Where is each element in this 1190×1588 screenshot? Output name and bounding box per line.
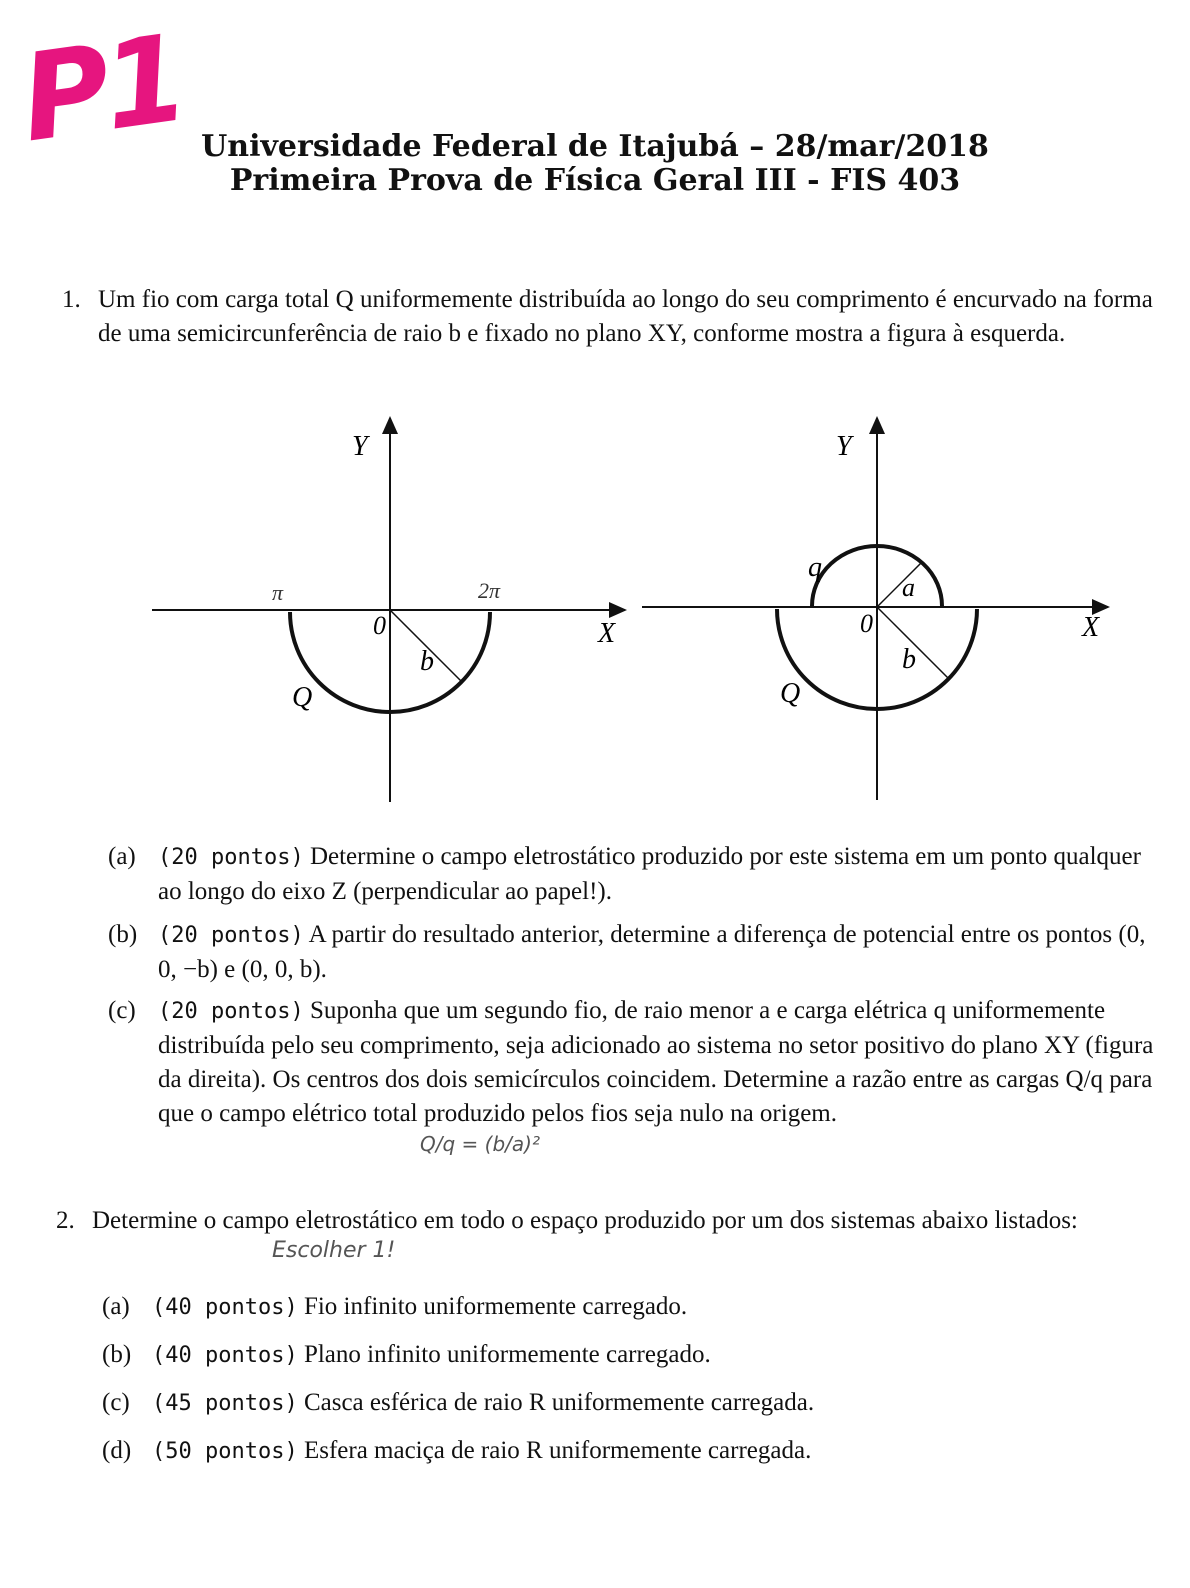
x-axis-label: X — [1082, 612, 1100, 643]
header-university-date: Universidade Federal de Itajubá – 28/mar/2018 — [201, 129, 989, 164]
pencil-note-choose: Escolher 1! — [272, 1238, 396, 1263]
question-1 — [62, 283, 1158, 351]
pencil-2pi-label: 2π — [478, 578, 501, 603]
handwritten-p1-mark: P1 — [13, 9, 191, 170]
question-2 — [56, 1204, 1172, 1238]
y-axis-label: Y — [352, 431, 368, 462]
radius-b-label: b — [420, 646, 434, 677]
question-2-text: Determine o campo eletrostático em todo o espaço produzido por um dos sistemas abaixo listados: — [92, 1207, 1078, 1234]
origin-label: 0 — [860, 609, 873, 638]
item-points: (40 pontos) — [152, 1343, 298, 1368]
y-axis-label: Y — [836, 431, 852, 462]
question-1a — [108, 840, 1168, 909]
question-1c — [108, 994, 1168, 1131]
question-2d — [102, 1434, 1132, 1469]
item-label: (c) — [102, 1389, 130, 1416]
item-points: (20 pontos) — [158, 845, 304, 870]
item-points: (40 pontos) — [152, 1295, 298, 1320]
header-exam-title: Primeira Prova de Física Geral III - FIS 403 — [229, 163, 961, 198]
item-text: Esfera maciça de raio R uniformemente carregada. — [303, 1437, 812, 1464]
item-points: (50 pontos) — [152, 1439, 298, 1464]
question-1b — [108, 918, 1168, 987]
charge-Q-label: Q — [780, 678, 801, 709]
question-2c — [102, 1386, 1132, 1421]
item-text: Fio infinito uniformemente carregado. — [303, 1293, 688, 1320]
charge-Q-label: Q — [292, 682, 313, 713]
item-points: (45 pontos) — [152, 1391, 298, 1416]
question-2a — [102, 1290, 1132, 1325]
item-text: A partir do resultado anterior, determine a diferença de potencial entre os pontos (0, 0, −b) e (0, 0, b). — [158, 921, 1146, 983]
item-label: (b) — [102, 1341, 132, 1368]
item-points: (20 pontos) — [158, 999, 304, 1024]
item-text: Plano infinito uniformemente carregado. — [303, 1341, 711, 1368]
item-label: (a) — [108, 843, 136, 870]
question-1-number: 1. — [62, 286, 81, 313]
x-axis-label: X — [598, 618, 616, 649]
item-text: Suponha que um segundo fio, de raio menor a e carga elétrica q uniformemente distribuída pelo seu comprimento, seja adicionado ao sistema no setor positivo do plano XY (figura da direita). Os centros dos dois semicírculos coincidem. Determine a razão entre as cargas Q/q para que o campo elétrico total produzido pelos fios seja nulo na origem. — [158, 997, 1154, 1127]
figure-left-semicircle — [140, 410, 640, 810]
item-label: (b) — [108, 921, 138, 948]
item-label: (c) — [108, 997, 136, 1024]
question-2-number: 2. — [56, 1207, 75, 1234]
item-label: (a) — [102, 1293, 130, 1320]
radius-b-label: b — [902, 644, 916, 675]
item-label: (d) — [102, 1437, 132, 1464]
question-1-text: Um fio com carga total Q uniformemente distribuída ao longo do seu comprimento é encurvado na forma de uma semicircunferência de raio b e fixado no plano XY, conforme mostra a figura à esquerda. — [98, 286, 1153, 347]
charge-q-label: q — [808, 552, 822, 583]
origin-label: 0 — [373, 611, 386, 640]
item-text: Casca esférica de raio R uniformemente carregada. — [303, 1389, 815, 1416]
question-2b — [102, 1338, 1132, 1373]
item-points: (20 pontos) — [158, 923, 304, 948]
item-text: Determine o campo eletrostático produzido por este sistema em um ponto qualquer ao longo do eixo Z (perpendicular ao papel!). — [158, 843, 1141, 905]
pencil-pi-label: π — [272, 580, 284, 605]
radius-a-line — [877, 562, 922, 607]
radius-a-label: a — [902, 573, 915, 602]
pencil-note-ratio: Q/q = (b/a)² — [420, 1132, 540, 1156]
figure-right-two-semicircles — [630, 410, 1130, 810]
